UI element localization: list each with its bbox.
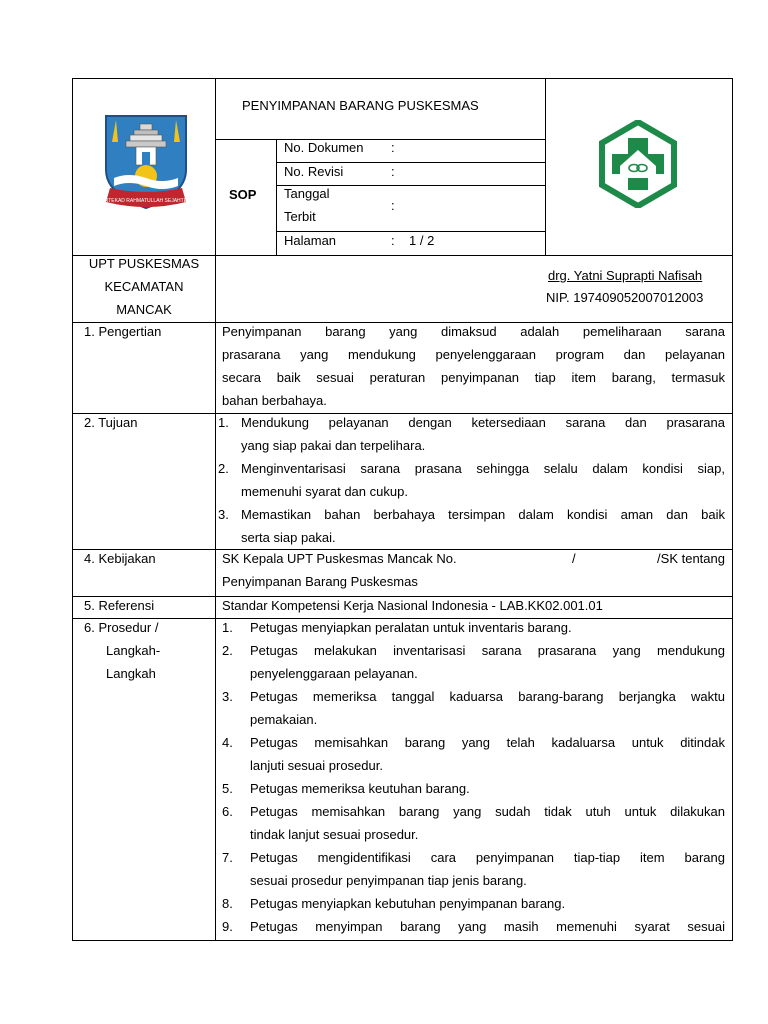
list-line: Petugas memisahkan barang yang sudah tidak utuh untuk dilakukan — [250, 804, 725, 819]
list-line: pemakaian. — [250, 712, 318, 727]
list-item — [222, 896, 725, 919]
regional-logo — [100, 112, 192, 212]
field-divider-1 — [276, 162, 545, 163]
list-line: tindak lanjut sesuai prosedur. — [250, 827, 419, 842]
list-line: Petugas memeriksa tanggal kaduarsa barang-barang berjangka waktu — [250, 689, 725, 704]
table-border-right — [732, 78, 733, 941]
list-line: Petugas memeriksa keutuhan barang. — [250, 781, 470, 796]
list-line: Mendukung pelayanan dengan ketersediaan sarana dan prasarana — [241, 415, 725, 430]
list-line: Petugas menyimpan barang yang masih memenuhi syarat sesuai — [250, 919, 725, 934]
pengertian-line: bahan berbahaya. — [222, 393, 327, 408]
org-line-1: UPT PUSKESMAS — [88, 256, 200, 271]
list-line: memenuhi syarat dan cukup. — [241, 484, 408, 499]
table-border-top — [72, 78, 733, 79]
kebijakan-text-c: /SK tentang — [657, 551, 725, 566]
list-number: 1. — [222, 620, 233, 635]
list-line: Petugas melakukan inventarisasi sarana prasarana yang mendukung — [250, 643, 725, 658]
prosedur-label-line: 6. Prosedur / — [84, 620, 159, 635]
list-number: 1. — [218, 415, 229, 430]
sop-field-divider — [276, 139, 277, 256]
org-line-2: KECAMATAN — [104, 279, 184, 294]
list-item — [222, 643, 725, 689]
pengertian-line: Penyimpanan barang yang dimaksud adalah pemeliharaan sarana — [222, 324, 725, 339]
referensi-text: Standar Kompetensi Kerja Nasional Indonesia - LAB.KK02.001.01 — [222, 598, 603, 613]
title-divider — [215, 139, 545, 140]
list-line: Menginventarisasi sarana prasana sehingga selalu dalam kondisi siap, — [241, 461, 725, 476]
signer-name: drg. Yatni Suprapti Nafisah — [548, 268, 703, 283]
list-line: Petugas menyiapkan peralatan untuk inventaris barang. — [250, 620, 572, 635]
list-item — [222, 781, 725, 804]
organization-name — [73, 256, 215, 325]
kebijakan-text-b: / — [572, 551, 576, 566]
row-line-referensi — [72, 596, 733, 597]
field-sep-halaman: : — [391, 233, 395, 248]
list-item — [218, 507, 725, 553]
list-item — [222, 919, 725, 942]
list-number: 6. — [222, 804, 233, 819]
list-number: 8. — [222, 896, 233, 911]
list-line: yang siap pakai dan terpelihara. — [241, 438, 426, 453]
list-number: 2. — [222, 643, 233, 658]
list-line: Petugas menyiapkan kebutuhan penyimpanan barang. — [250, 896, 566, 911]
document-title: PENYIMPANAN BARANG PUSKESMAS — [242, 98, 479, 113]
list-number: 2. — [218, 461, 229, 476]
list-number: 7. — [222, 850, 233, 865]
section-label-prosedur — [84, 620, 212, 689]
table-border-left — [72, 78, 73, 941]
list-number: 9. — [222, 919, 233, 934]
field-sep-tanggal: : — [391, 198, 395, 213]
field-sep-no-dokumen: : — [391, 140, 395, 155]
list-line: serta siap pakai. — [241, 530, 336, 545]
field-label-no-revisi: No. Revisi — [284, 164, 344, 179]
field-divider-3 — [276, 231, 545, 232]
list-line: Memastikan bahan berbahaya tersimpan dalam kondisi aman dan baik — [241, 507, 725, 522]
list-line: Petugas memisahkan barang yang telah kadaluarsa untuk ditindak — [250, 735, 725, 750]
list-item — [222, 804, 725, 850]
field-value-halaman: 1 / 2 — [409, 233, 435, 248]
kebijakan-text-a: SK Kepala UPT Puskesmas Mancak No. — [222, 551, 457, 566]
list-line: penyelenggaraan pelayanan. — [250, 666, 418, 681]
list-item — [222, 620, 725, 643]
section-label-referensi: 5. Referensi — [84, 598, 155, 613]
tujuan-list — [218, 415, 725, 553]
logo-column-line — [545, 78, 546, 256]
prosedur-label-line: Langkah — [106, 666, 156, 681]
pengertian-line: prasarana yang mendukung penyelenggaraan program dan pelayanan — [222, 347, 725, 362]
list-item — [218, 415, 725, 461]
org-line-3: MANCAK — [116, 302, 172, 317]
list-line: Petugas mengidentifikasi cara penyimpanan tiap-tiap item barang — [250, 850, 725, 865]
pengertian-text — [222, 324, 725, 416]
field-label-terbit: Terbit — [284, 209, 316, 224]
field-sep-no-revisi: : — [391, 164, 395, 179]
svg-text:BERTEKAD RAHMATULLAH SEJAHTERA: BERTEKAD RAHMATULLAH SEJAHTERA — [100, 198, 192, 204]
signer-nip: NIP. 197409052007012003 — [546, 290, 704, 305]
label-column-line — [215, 78, 216, 941]
prosedur-label-line: Langkah- — [106, 643, 161, 658]
puskesmas-logo — [594, 120, 682, 208]
list-number: 3. — [218, 507, 229, 522]
section-label-kebijakan: 4. Kebijakan — [84, 551, 156, 566]
list-item — [218, 461, 725, 507]
list-item — [222, 689, 725, 735]
field-label-tanggal: Tanggal — [284, 186, 330, 201]
list-item — [222, 850, 725, 896]
list-number: 4. — [222, 735, 233, 750]
row-line-prosedur — [72, 618, 733, 619]
list-line: sesuai prosedur penyimpanan tiap jenis barang. — [250, 873, 527, 888]
list-line: lanjuti sesuai prosedur. — [250, 758, 383, 773]
prosedur-steps — [222, 620, 725, 942]
section-label-pengertian: 1. Pengertian — [84, 324, 162, 339]
pengertian-line: secara baik sesuai peraturan penyimpanan tiap item barang, termasuk — [222, 370, 725, 385]
list-number: 3. — [222, 689, 233, 704]
field-label-halaman: Halaman — [284, 233, 337, 248]
section-label-tujuan: 2. Tujuan — [84, 415, 138, 430]
field-label-no-dokumen: No. Dokumen — [284, 140, 364, 155]
sop-label: SOP — [229, 187, 257, 202]
list-item — [222, 735, 725, 781]
list-number: 5. — [222, 781, 233, 796]
kebijakan-text-line2: Penyimpanan Barang Puskesmas — [222, 574, 418, 589]
